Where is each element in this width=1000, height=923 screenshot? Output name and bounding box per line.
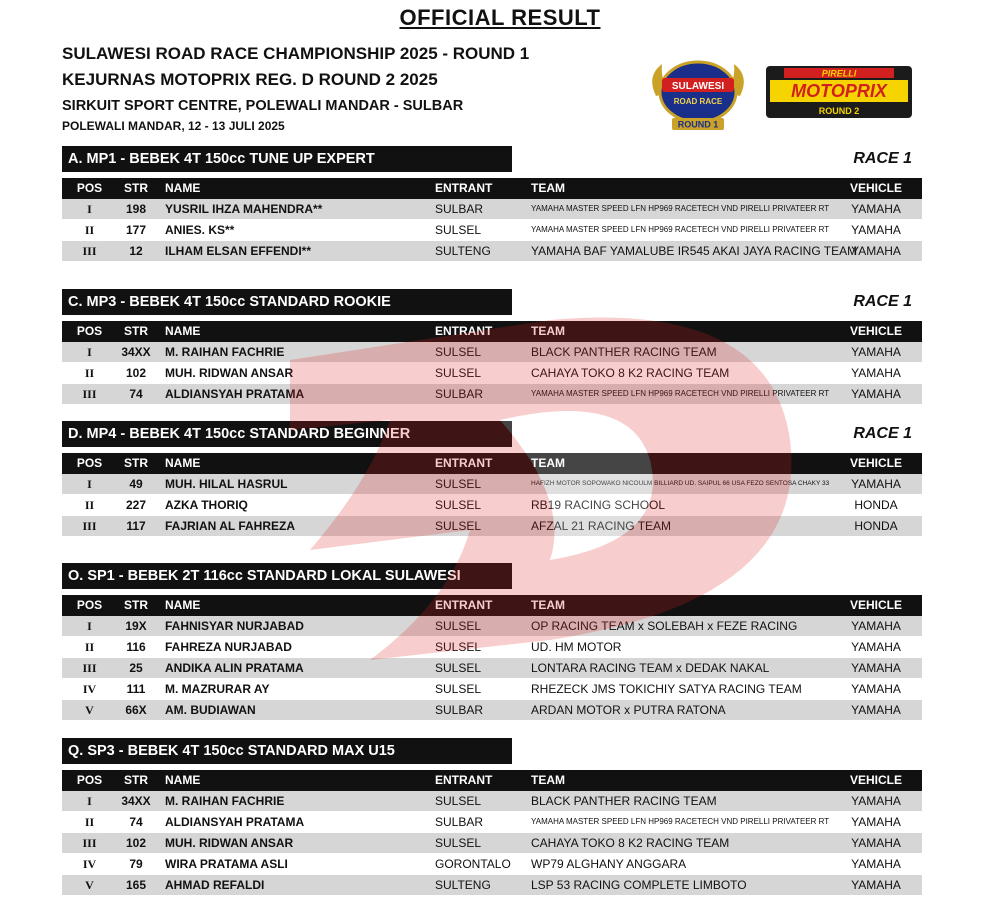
row-name: MUH. RIDWAN ANSAR	[165, 836, 294, 850]
section-sp1	[62, 563, 922, 721]
row-entrant: SULTENG	[435, 878, 491, 892]
col-str: STR	[124, 324, 148, 338]
col-team: TEAM	[531, 456, 565, 470]
col-team: TEAM	[531, 181, 565, 195]
row-pos: V	[85, 878, 94, 892]
col-entrant: ENTRANT	[435, 598, 493, 612]
row-pos: I	[87, 202, 92, 216]
row-entrant: SULSEL	[435, 477, 482, 491]
row-entrant: SULBAR	[435, 202, 484, 216]
row-str: 74	[129, 387, 143, 401]
row-pos: I	[87, 477, 92, 491]
col-vehicle: VEHICLE	[849, 456, 902, 470]
row-entrant: SULTENG	[435, 244, 491, 258]
row-pos: I	[87, 794, 92, 808]
col-vehicle: VEHICLE	[849, 181, 902, 195]
row-team: YAMAHA MASTER SPEED LFN HP969 RACETECH VND PIRELLI PRIVATEER RT	[531, 225, 830, 234]
row-name: FAHREZA NURJABAD	[165, 640, 292, 654]
row-entrant: SULSEL	[435, 794, 482, 808]
row-pos: II	[84, 366, 95, 380]
row-str: 165	[125, 878, 147, 892]
col-pos: POS	[76, 773, 103, 787]
row-pos: III	[82, 661, 97, 675]
category-title: Q. SP3 - BEBEK 4T 150cc STANDARD MAX U15	[62, 738, 512, 764]
row-vehicle: YAMAHA	[851, 682, 901, 696]
col-vehicle: VEHICLE	[849, 773, 902, 787]
row-name: ALDIANSYAH PRATAMA	[165, 815, 305, 829]
section-mp4	[62, 421, 922, 537]
row-entrant: SULSEL	[435, 661, 482, 675]
row-team: LSP 53 RACING COMPLETE LIMBOTO	[531, 878, 747, 892]
table-row	[62, 812, 922, 833]
logo-right-line2: MOTOPRIX	[791, 81, 887, 101]
row-pos: V	[85, 703, 94, 717]
row-pos: II	[84, 640, 95, 654]
col-pos: POS	[76, 324, 103, 338]
row-pos: II	[84, 498, 95, 512]
row-pos: III	[82, 519, 97, 533]
row-pos: I	[87, 619, 92, 633]
row-entrant: SULSEL	[435, 223, 482, 237]
row-team: ARDAN MOTOR x PUTRA RATONA	[531, 703, 726, 717]
row-str: 19X	[125, 619, 147, 633]
col-str: STR	[124, 181, 148, 195]
table-row	[62, 363, 922, 384]
row-vehicle: YAMAHA	[851, 703, 901, 717]
row-str: 74	[129, 815, 143, 829]
row-entrant: SULSEL	[435, 345, 482, 359]
row-vehicle: YAMAHA	[851, 857, 901, 871]
category-title: O. SP1 - BEBEK 2T 116cc STANDARD LOKAL SULAWESI	[62, 563, 512, 589]
table-header	[62, 453, 922, 474]
row-str: 198	[125, 202, 147, 216]
table-row	[62, 474, 922, 495]
row-vehicle: YAMAHA	[851, 477, 901, 491]
row-team: WP79 ALGHANY ANGGARA	[531, 857, 687, 871]
row-team: CAHAYA TOKO 8 K2 RACING TEAM	[531, 366, 730, 380]
section-mp1	[62, 146, 922, 262]
row-team: BLACK PANTHER RACING TEAM	[531, 345, 717, 359]
col-entrant: ENTRANT	[435, 456, 493, 470]
row-name: FAHNISYAR NURJABAD	[165, 619, 304, 633]
row-str: 177	[125, 223, 147, 237]
row-team: LONTARA RACING TEAM x DEDAK NAKAL	[531, 661, 770, 675]
logo-left-line2: ROAD RACE	[673, 97, 723, 106]
row-vehicle: YAMAHA	[851, 640, 901, 654]
row-pos: IV	[82, 682, 97, 696]
row-team: UD. HM MOTOR	[531, 640, 622, 654]
row-name: ILHAM ELSAN EFFENDI**	[165, 244, 312, 258]
logo-right-line1: PIRELLI	[821, 68, 857, 79]
row-team: CAHAYA TOKO 8 K2 RACING TEAM	[531, 836, 730, 850]
col-str: STR	[124, 773, 148, 787]
row-vehicle: HONDA	[854, 498, 898, 512]
table-row	[62, 241, 922, 262]
row-name: WIRA PRATAMA ASLI	[165, 857, 288, 871]
row-str: 25	[129, 661, 143, 675]
row-name: ANDIKA ALIN PRATAMA	[165, 661, 304, 675]
col-team: TEAM	[531, 324, 565, 338]
row-vehicle: YAMAHA	[851, 345, 901, 359]
row-vehicle: YAMAHA	[851, 619, 901, 633]
row-str: 102	[125, 366, 147, 380]
row-team: BLACK PANTHER RACING TEAM	[531, 794, 717, 808]
row-team: AFZAL 21 RACING TEAM	[531, 519, 672, 533]
logo-left-line3: ROUND 1	[677, 119, 719, 130]
row-str: 111	[126, 682, 146, 696]
page-title: OFFICIAL RESULT	[399, 5, 601, 30]
row-pos: III	[82, 836, 97, 850]
row-vehicle: YAMAHA	[851, 836, 901, 850]
table-row	[62, 495, 922, 516]
row-entrant: SULSEL	[435, 366, 482, 380]
row-pos: II	[84, 223, 95, 237]
category-title: C. MP3 - BEBEK 4T 150cc STANDARD ROOKIE	[62, 289, 512, 315]
row-entrant: SULSEL	[435, 682, 482, 696]
race-label: RACE 1	[853, 425, 912, 442]
row-name: M. RAIHAN FACHRIE	[165, 794, 285, 808]
table-row	[62, 342, 922, 363]
col-entrant: ENTRANT	[435, 181, 493, 195]
row-name: YUSRIL IHZA MAHENDRA**	[165, 202, 323, 216]
col-team: TEAM	[531, 598, 565, 612]
row-entrant: SULSEL	[435, 498, 482, 512]
category-title: D. MP4 - BEBEK 4T 150cc STANDARD BEGINNER	[62, 421, 512, 447]
col-str: STR	[124, 456, 148, 470]
row-str: 227	[125, 498, 147, 512]
row-name: AM. BUDIAWAN	[165, 703, 256, 717]
col-pos: POS	[76, 456, 103, 470]
row-vehicle: YAMAHA	[851, 366, 901, 380]
table-header	[62, 321, 922, 342]
row-entrant: SULBAR	[435, 815, 484, 829]
row-vehicle: YAMAHA	[851, 244, 901, 258]
circuit-name: SIRKUIT SPORT CENTRE, POLEWALI MANDAR - SULBAR	[62, 98, 464, 114]
row-name: AHMAD REFALDI	[165, 878, 265, 892]
row-str: 34XX	[121, 794, 151, 808]
col-entrant: ENTRANT	[435, 773, 493, 787]
row-str: 66X	[125, 703, 147, 717]
row-pos: III	[82, 387, 97, 401]
col-pos: POS	[76, 598, 103, 612]
row-team: YAMAHA BAF YAMALUBE IR545 AKAI JAYA RACING TEAM	[531, 244, 858, 258]
championship-title: SULAWESI ROAD RACE CHAMPIONSHIP 2025 - ROUND 1	[62, 44, 530, 63]
table-row	[62, 384, 922, 405]
row-vehicle: HONDA	[854, 519, 898, 533]
row-entrant: GORONTALO	[435, 857, 511, 871]
col-vehicle: VEHICLE	[849, 598, 902, 612]
row-vehicle: YAMAHA	[851, 794, 901, 808]
row-team: YAMAHA MASTER SPEED LFN HP969 RACETECH VND PIRELLI PRIVATEER RT	[531, 204, 830, 213]
row-str: 102	[125, 836, 147, 850]
col-name: NAME	[165, 773, 201, 787]
table-header	[62, 770, 922, 791]
row-team: OP RACING TEAM x SOLEBAH x FEZE RACING	[531, 619, 798, 633]
logo-right-line3: ROUND 2	[818, 106, 860, 116]
row-vehicle: YAMAHA	[851, 223, 901, 237]
col-pos: POS	[76, 181, 103, 195]
table-row	[62, 833, 922, 854]
row-str: 12	[129, 244, 143, 258]
row-team: HAFIZH MOTOR SOPOWAKO NICOULM BILLIARD UD. SAIPUL 66 USA FEZO SENTOSA CHAKY 33	[531, 480, 830, 487]
table-row	[62, 875, 922, 896]
row-name: M. MAZRURAR AY	[165, 682, 270, 696]
section-sp3	[62, 738, 922, 896]
row-name: FAJRIAN AL FAHREZA	[165, 519, 296, 533]
table-row	[62, 220, 922, 241]
row-entrant: SULBAR	[435, 387, 484, 401]
col-vehicle: VEHICLE	[849, 324, 902, 338]
row-vehicle: YAMAHA	[851, 878, 901, 892]
col-name: NAME	[165, 181, 201, 195]
col-str: STR	[124, 598, 148, 612]
kejurnas-title: KEJURNAS MOTOPRIX REG. D ROUND 2 2025	[62, 70, 438, 89]
table-row	[62, 516, 922, 537]
event-date: POLEWALI MANDAR, 12 - 13 JULI 2025	[62, 119, 285, 133]
category-title: A. MP1 - BEBEK 4T 150cc TUNE UP EXPERT	[62, 146, 512, 172]
col-name: NAME	[165, 598, 201, 612]
row-name: MUH. RIDWAN ANSAR	[165, 366, 294, 380]
row-entrant: SULSEL	[435, 836, 482, 850]
logo-left-line1: SULAWESI	[671, 81, 725, 92]
row-str: 79	[129, 857, 143, 871]
row-pos: II	[84, 815, 95, 829]
table-row	[62, 791, 922, 812]
table-header	[62, 178, 922, 199]
row-entrant: SULBAR	[435, 703, 484, 717]
row-str: 49	[129, 477, 143, 491]
col-entrant: ENTRANT	[435, 324, 493, 338]
race-label: RACE 1	[853, 293, 912, 310]
table-row	[62, 700, 922, 721]
row-entrant: SULSEL	[435, 640, 482, 654]
row-vehicle: YAMAHA	[851, 387, 901, 401]
race-label: RACE 1	[853, 150, 912, 167]
motoprix-logo	[766, 66, 912, 118]
row-str: 117	[126, 519, 146, 533]
row-team: RB19 RACING SCHOOL	[531, 498, 666, 512]
row-name: ALDIANSYAH PRATAMA	[165, 387, 305, 401]
row-str: 116	[126, 640, 146, 654]
row-str: 34XX	[121, 345, 151, 359]
row-team: YAMAHA MASTER SPEED LFN HP969 RACETECH VND PIRELLI PRIVATEER RT	[531, 389, 830, 398]
col-team: TEAM	[531, 773, 565, 787]
row-vehicle: YAMAHA	[851, 661, 901, 675]
row-vehicle: YAMAHA	[851, 202, 901, 216]
section-mp3	[62, 289, 922, 405]
row-team: RHEZECK JMS TOKICHIY SATYA RACING TEAM	[531, 682, 802, 696]
table-row	[62, 679, 922, 700]
row-entrant: SULSEL	[435, 619, 482, 633]
row-name: AZKA THORIQ	[165, 498, 248, 512]
row-pos: I	[87, 345, 92, 359]
col-name: NAME	[165, 324, 201, 338]
row-team: YAMAHA MASTER SPEED LFN HP969 RACETECH VND PIRELLI PRIVATEER RT	[531, 817, 830, 826]
row-vehicle: YAMAHA	[851, 815, 901, 829]
table-row	[62, 637, 922, 658]
row-name: ANIES. KS**	[165, 223, 235, 237]
table-row	[62, 199, 922, 220]
table-row	[62, 854, 922, 875]
table-row	[62, 658, 922, 679]
row-pos: IV	[82, 857, 97, 871]
sulawesi-road-race-logo	[642, 56, 754, 132]
row-name: M. RAIHAN FACHRIE	[165, 345, 285, 359]
row-name: MUH. HILAL HASRUL	[165, 477, 288, 491]
col-name: NAME	[165, 456, 201, 470]
row-entrant: SULSEL	[435, 519, 482, 533]
table-header	[62, 595, 922, 616]
row-pos: III	[82, 244, 97, 258]
table-row	[62, 616, 922, 637]
